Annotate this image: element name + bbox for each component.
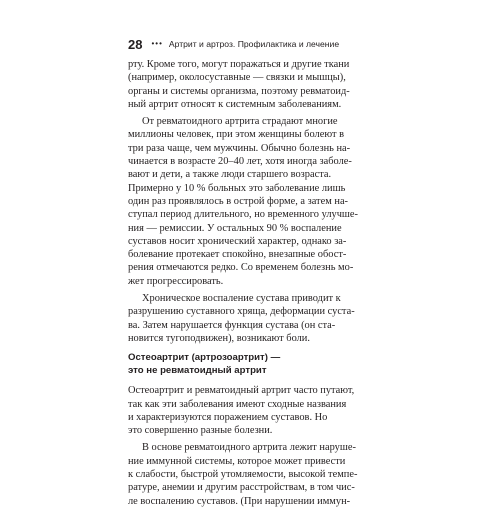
text-line: вают и дети, а также люди старшего возраста.	[128, 169, 332, 181]
text-line: рту. Кроме того, могут поражаться и другие ткани	[128, 59, 350, 70]
text-line: (например, околосуставные — связки и мышцы),	[128, 72, 346, 84]
text-line: ние иммунной системы, которое может привести	[128, 455, 346, 467]
paragraph-2	[128, 115, 374, 288]
text-line: От ревматоидного артрита страдают многие	[142, 116, 338, 128]
text-line: миллионы человек, при этом женщины болеют в	[128, 129, 344, 141]
paragraph-3	[128, 292, 374, 345]
text-line: болевание протекает спокойно, внезапные обост-	[128, 249, 347, 261]
subheading-line: это не ревматоидный артрит	[128, 364, 267, 376]
text-line: суставов носит хронический характер, однако за-	[128, 235, 347, 247]
body-text	[128, 58, 374, 508]
text-line: органы и системы организма, поэтому ревматоид-	[128, 85, 350, 97]
subheading-line: Остеоартрит (артрозоартрит) —	[128, 352, 281, 364]
page-header	[128, 36, 388, 52]
text-line: один раз проявлялось в острой форме, а затем на-	[128, 195, 349, 207]
text-line: ступал период длительного, но временного улучше-	[128, 209, 359, 221]
text-line: Остеоартрит и ревматоидный артрит часто путают,	[128, 385, 355, 397]
text-line: новится тугоподвижен), возникают боли.	[128, 332, 310, 344]
text-line: В основе ревматоидного артрита лежит наруше-	[142, 442, 356, 454]
text-line: так как эти заболевания имеют сходные названия	[128, 398, 347, 410]
text-line: Хроническое воспаление сустава приводит к	[142, 293, 341, 305]
paragraph-5	[128, 441, 374, 507]
text-line: это совершенно разные болезни.	[128, 425, 273, 437]
text-line: ва. Затем нарушается функция сустава (он ста-	[128, 319, 336, 331]
text-line: ния — ремиссии. У остальных 90 % воспаление	[128, 222, 342, 234]
paragraph-4	[128, 384, 374, 437]
text-line: и характеризуются поражением суставов. Но	[128, 411, 328, 423]
text-line: разрушению суставного хряща, деформации суста-	[128, 306, 355, 318]
text-line: три раза чаще, чем мужчины. Обычно болезнь на-	[128, 142, 351, 154]
text-line: Примерно у 10 % больных это заболевание лишь	[128, 182, 346, 194]
header-dots: •••	[151, 38, 163, 48]
text-line: чинается в возрасте 20–40 лет, хотя иногда заболе-	[128, 156, 352, 168]
running-title: Артрит и артроз. Профилактика и лечение	[168, 39, 340, 49]
text-line: жет прогрессировать.	[128, 275, 224, 287]
page-number: 28	[128, 36, 143, 52]
text-line: ле воспалению суставов. (При нарушении иммун-	[128, 495, 351, 507]
paragraph-1	[128, 58, 374, 111]
text-line: ратуре, анемии и другим расстройствам, в том чис-	[128, 482, 355, 494]
text-line: рения отмечаются редко. Со временем болезнь мо-	[128, 262, 354, 274]
text-line: ный артрит относят к системным заболеваниям.	[128, 98, 342, 110]
text-line: к слабости, быстрой утомляемости, высокой темпе-	[128, 469, 358, 481]
section-subheading	[128, 352, 374, 377]
